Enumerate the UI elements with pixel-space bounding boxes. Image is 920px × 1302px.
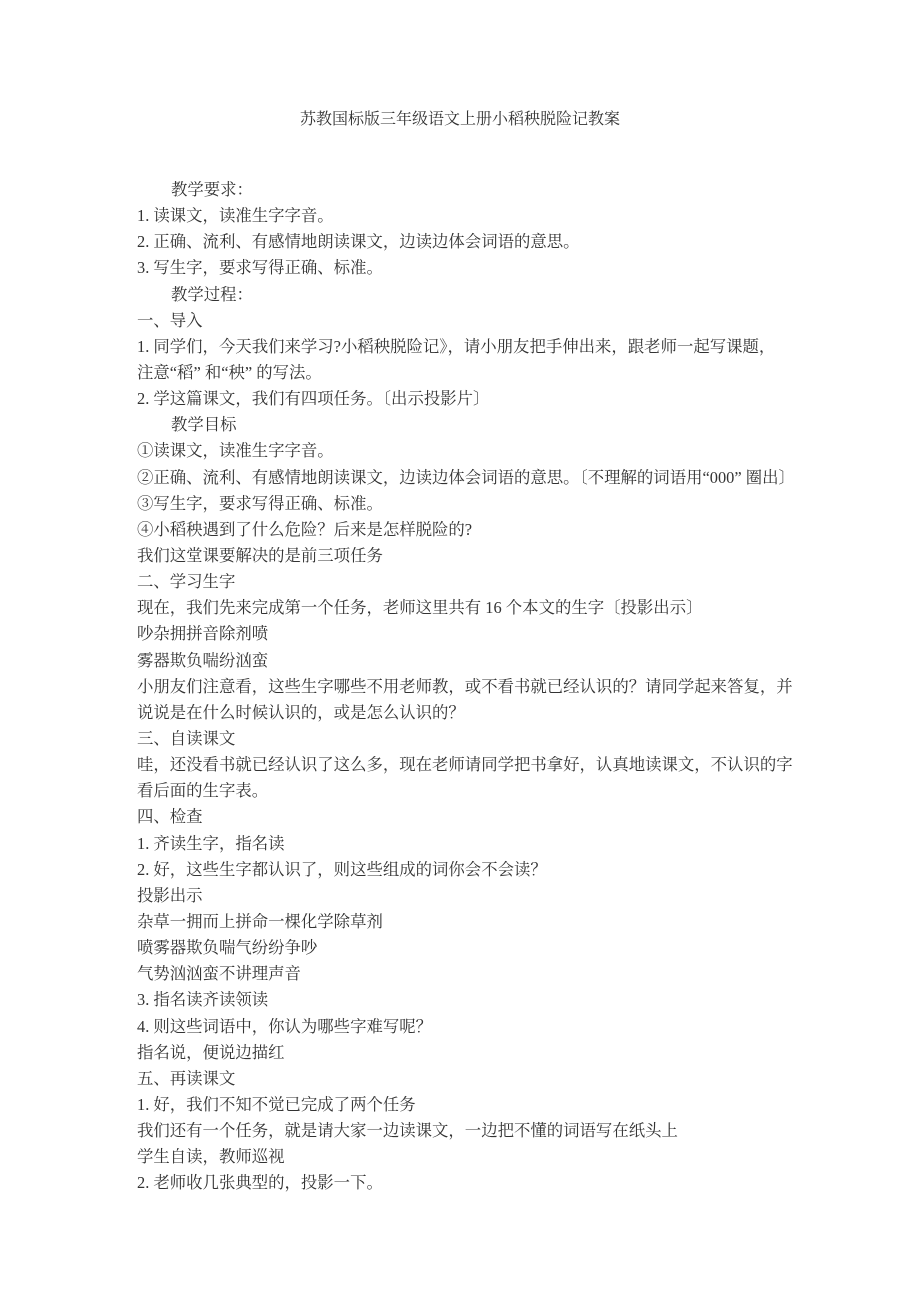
list-item: 2. 学这篇课文，我们有四项任务。〔出示投影片〕: [137, 389, 490, 409]
section-heading: 一、导入: [137, 310, 203, 330]
text-line: 雾器欺负喘纷汹蛮: [137, 650, 269, 670]
list-item: 3. 指名读齐读领读: [137, 990, 269, 1010]
text-line: 小朋友们注意看，这些生字哪些不用老师教，或不看书就已经认识的？请同学起来答复，并: [137, 676, 793, 696]
section-heading: 三、自读课文: [137, 728, 236, 748]
document-title: 苏教国标版三年级语文上册小稻秧脱险记教案: [299, 111, 620, 128]
text-line: 指名说，便说边描红: [137, 1042, 285, 1062]
text-line: 吵杂拥拼音除剂喷: [137, 624, 269, 644]
text-line: 学生自读，教师巡视: [137, 1147, 285, 1167]
list-item: 1. 读课文，读准生字字音。: [137, 206, 334, 226]
text-line: 我们这堂课要解决的是前三项任务: [137, 545, 383, 565]
list-item: 1. 同学们，今天我们来学习?小稻秧脱险记》，请小朋友把手伸出来，跟老师一起写课题，: [137, 336, 776, 356]
list-item: ④小稻秧遇到了什么危险？后来是怎样脱险的?: [137, 519, 473, 539]
text-line: 杂草一拥而上拼命一棵化学除草剂: [137, 911, 383, 931]
text-line: 喷雾器欺负喘气纷纷争吵: [137, 938, 318, 958]
list-item: ②正确、流利、有感情地朗读课文，边读边体会词语的意思。〔不理解的词语用“000” 圈出〕: [137, 467, 795, 487]
text-line: 现在，我们先来完成第一个任务，老师这里共有 16 个本文的生字〔投影出示〕: [137, 598, 703, 618]
text-line: 我们还有一个任务，就是请大家一边读课文，一边把不懂的词语写在纸头上: [137, 1121, 678, 1141]
text-line: 说说是在什么时候认识的，或是怎么认识的？: [137, 702, 465, 722]
list-item: 2. 好，这些生字都认识了，则这些组成的词你会不会读？: [137, 859, 547, 879]
sub-heading: 教学过程：: [171, 284, 253, 304]
document-page: [137, 107, 797, 1196]
list-item: 2. 正确、流利、有感情地朗读课文，边读边体会词语的意思。: [137, 232, 580, 252]
list-item: 3. 写生字，要求写得正确、标准。: [137, 258, 383, 278]
list-item: 1. 齐读生字，指名读: [137, 833, 285, 853]
text-line: 投影出示: [137, 885, 203, 905]
text-line: 哇，还没看书就已经认识了这么多，现在老师请同学把书拿好，认真地读课文，不认识的字: [137, 755, 793, 775]
list-item: 4. 则这些词语中，你认为哪些字难写呢？: [137, 1016, 433, 1036]
text-line: 注意“稻” 和“秧” 的写法。: [137, 362, 322, 382]
list-item: 1. 好，我们不知不觉已完成了两个任务: [137, 1094, 416, 1114]
list-item: ①读课文，读准生字字音。: [137, 441, 334, 461]
list-item: 2. 老师收几张典型的，投影一下。: [137, 1173, 383, 1193]
section-heading: 二、学习生字: [137, 572, 236, 592]
list-item: ③写生字，要求写得正确、标准。: [137, 493, 383, 513]
sub-heading: 教学目标: [171, 415, 237, 435]
text-line: 看后面的生字表。: [137, 781, 269, 801]
section-heading: 四、检查: [137, 807, 203, 827]
sub-heading: 教学要求：: [171, 180, 253, 199]
section-heading: 五、再读课文: [137, 1068, 236, 1088]
text-line: 气势汹汹蛮不讲理声音: [137, 964, 301, 984]
